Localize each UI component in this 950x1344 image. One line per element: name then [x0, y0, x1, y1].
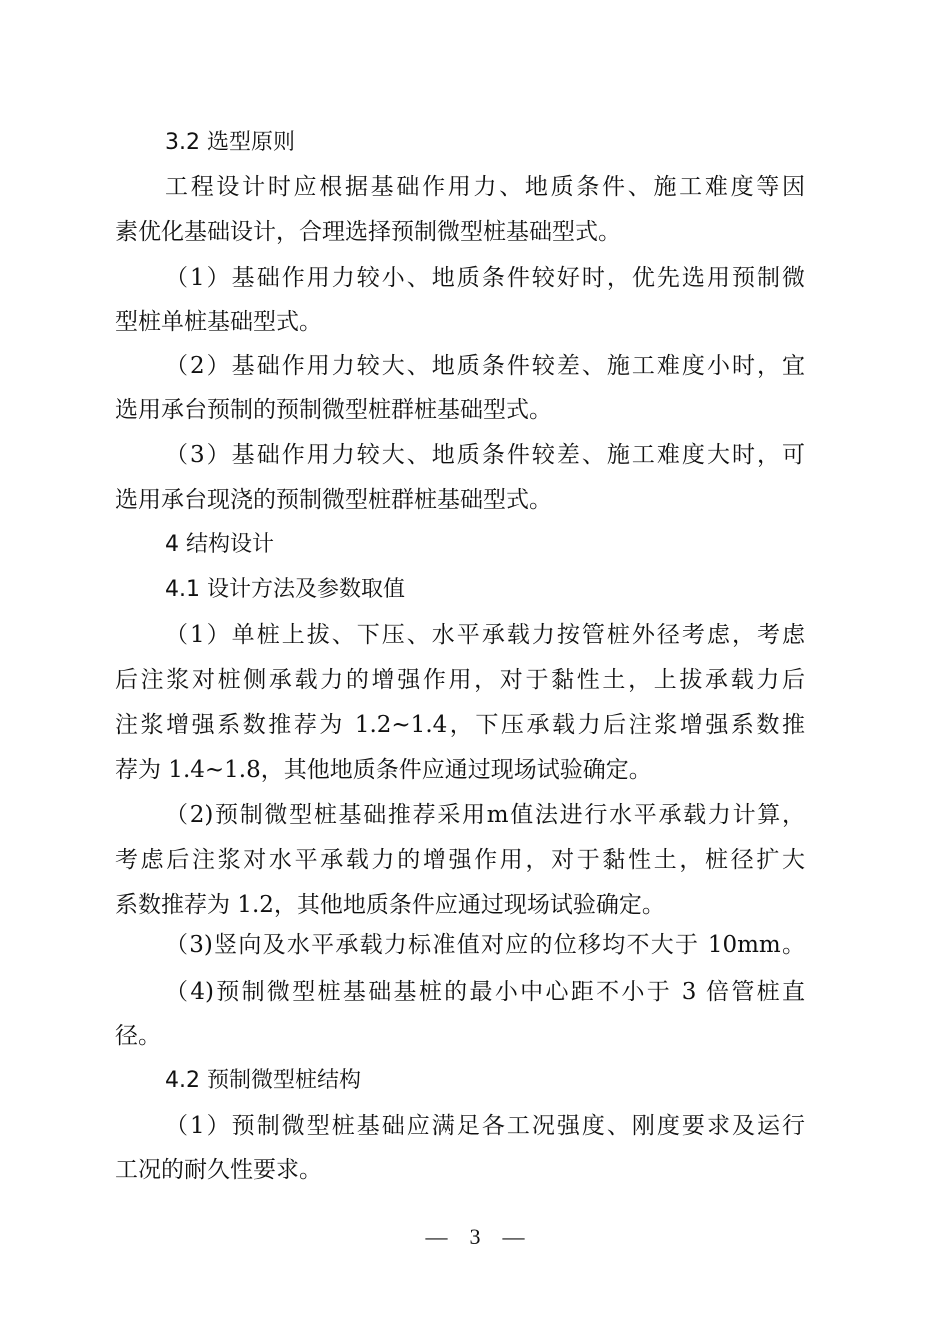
paragraph-line: 系数推荐为 1.2，其他地质条件应通过现场试验确定。	[115, 892, 665, 918]
paragraph-line: （3)竖向及水平承载力标准值对应的位移均不大于 10mm。	[165, 932, 805, 958]
page-number: — 3 —	[425, 1224, 525, 1249]
section-heading-4-1: 4.1 设计方法及参数取值	[165, 577, 405, 602]
paragraph-line: 径。	[115, 1023, 161, 1049]
section-heading-4: 4 结构设计	[165, 532, 274, 557]
paragraph-line: 型桩单桩基础型式。	[115, 309, 322, 335]
paragraph-line: （4)预制微型桩基础基桩的最小中心距不小于 3 倍管桩直	[165, 979, 805, 1005]
paragraph-line: 考虑后注浆对水平承载力的增强作用，对于黏性土，桩径扩大	[115, 847, 805, 873]
paragraph-line: （1）单桩上拔、下压、水平承载力按管桩外径考虑，考虑	[165, 622, 805, 648]
paragraph-line: 工况的耐久性要求。	[115, 1157, 322, 1183]
paragraph-line: 注浆增强系数推荐为 1.2~1.4，下压承载力后注浆增强系数推	[115, 712, 805, 738]
paragraph-line: 荐为 1.4~1.8，其他地质条件应通过现场试验确定。	[115, 757, 652, 783]
paragraph-line: （2）基础作用力较大、地质条件较差、施工难度小时，宜	[165, 353, 805, 379]
paragraph-line: 素优化基础设计，合理选择预制微型桩基础型式。	[115, 219, 621, 245]
paragraph-line: 工程设计时应根据基础作用力、地质条件、施工难度等因	[165, 174, 805, 200]
paragraph-line: （2)预制微型桩基础推荐采用m值法进行水平承载力计算，	[165, 802, 805, 828]
paragraph-line: 选用承台现浇的预制微型桩群桩基础型式。	[115, 487, 552, 513]
paragraph-line: 后注浆对桩侧承载力的增强作用，对于黏性土，上拔承载力后	[115, 667, 805, 693]
paragraph-line: （1）预制微型桩基础应满足各工况强度、刚度要求及运行	[165, 1113, 805, 1139]
paragraph-line: 选用承台预制的预制微型桩群桩基础型式。	[115, 397, 552, 423]
section-heading-4-2: 4.2 预制微型桩结构	[165, 1068, 361, 1093]
paragraph-line: （1）基础作用力较小、地质条件较好时，优先选用预制微	[165, 265, 805, 291]
section-heading-3-2: 3.2 选型原则	[165, 130, 295, 155]
paragraph-line: （3）基础作用力较大、地质条件较差、施工难度大时，可	[165, 442, 805, 468]
